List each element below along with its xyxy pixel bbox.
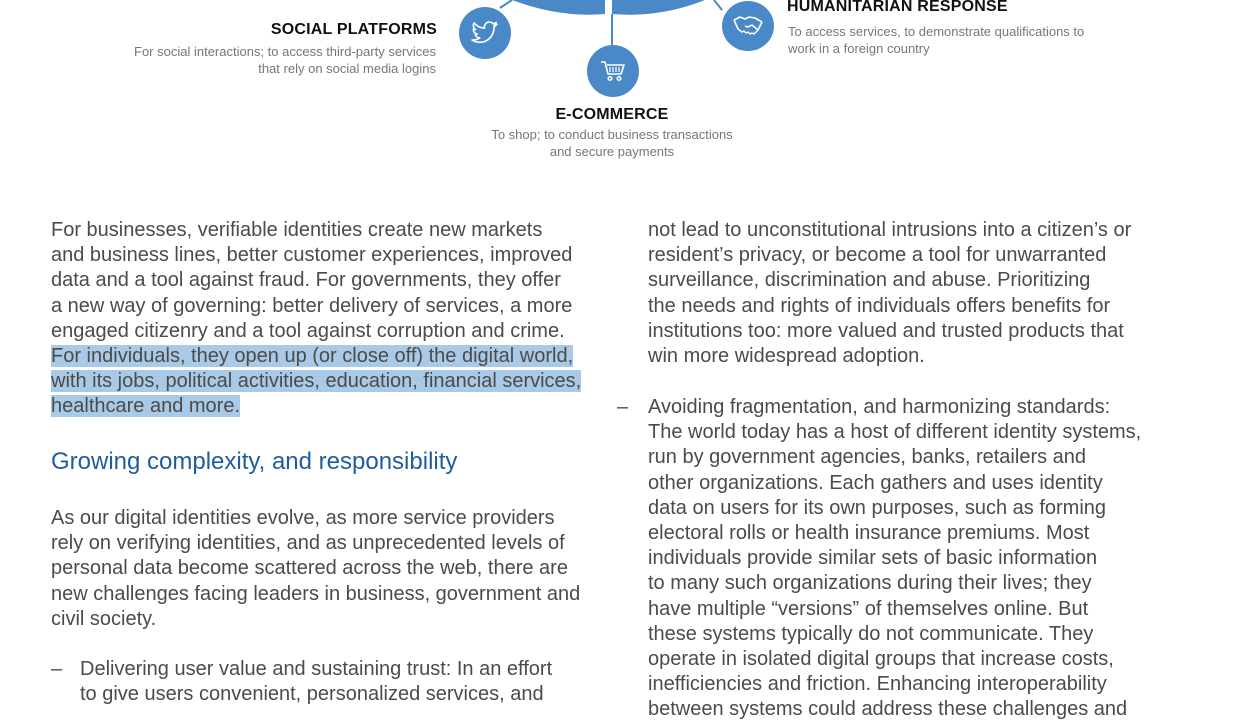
text-line: As our digital identities evolve, as more service providers (51, 507, 555, 529)
text-line: operate in isolated digital groups that increase costs, (648, 648, 1114, 671)
text-line: resident’s privacy, or become a tool for unwarranted (648, 244, 1107, 267)
ecommerce-title: E-COMMERCE (555, 106, 669, 123)
twitter-bird-icon (471, 21, 499, 45)
handshake-icon (732, 14, 764, 38)
section-heading: Growing complexity, and responsibility (51, 448, 458, 475)
text-line: and business lines, better customer experiences, improved (51, 244, 573, 267)
highlight: For individuals, they open up (or close off) the digital world, (51, 345, 574, 368)
desc-line: that rely on social media logins (258, 61, 436, 76)
humanitarian-node (722, 1, 774, 51)
text-line: a new way of governing: better delivery of services, a more (51, 294, 573, 317)
paragraph-intro (51, 218, 611, 420)
text-line: to give users convenient, personalized services, and (80, 683, 544, 706)
bullet-dash: – (617, 396, 629, 418)
text-line: data on users for its own purposes, such as forming (648, 496, 1107, 519)
highlight: healthcare and more. (51, 395, 241, 418)
text-line: to many such organizations during their lives; they (648, 572, 1092, 595)
humanitarian-title: HUMANITARIAN RESPONSE (787, 0, 1008, 15)
shopping-cart-icon (599, 59, 627, 83)
text-line: inefficiencies and friction. Enhancing interoperability (648, 673, 1107, 696)
text-line: civil society. (51, 607, 157, 630)
text-line: have multiple “versions” of themselves online. But (648, 597, 1089, 620)
text-line: the needs and rights of individuals offers benefits for (648, 294, 1111, 317)
social-platforms-node (459, 7, 511, 59)
text-line: institutions too: more valued and trusted products that (648, 319, 1124, 342)
text-line: surveillance, discrimination and abuse. Prioritizing (648, 269, 1091, 292)
text-line: engaged citizenry and a tool against corruption and crime. (51, 319, 565, 342)
text-line: Avoiding fragmentation, and harmonizing standards: (648, 396, 1111, 418)
text-line: run by government agencies, banks, retailers and (648, 446, 1087, 469)
social-platforms-desc (134, 43, 436, 77)
text-line: The world today has a host of different identity systems, (648, 421, 1142, 444)
desc-line: and secure payments (549, 144, 675, 159)
paragraph-complexity (51, 506, 611, 632)
paragraph-privacy (648, 218, 1208, 369)
text-line: individuals provide similar sets of basic information (648, 547, 1098, 570)
text-line: new challenges facing leaders in business, government and (51, 582, 581, 605)
highlighted-text-line[interactable] (51, 369, 611, 394)
highlight: with its jobs, political activities, education, financial services, (51, 370, 582, 393)
text-line: Delivering user value and sustaining trust: In an effort (80, 658, 553, 680)
desc-line: For social interactions; to access third-party services (134, 44, 436, 59)
text-line: between systems could address these challenges and (648, 698, 1128, 721)
text-line: other organizations. Each gathers and uses identity (648, 471, 1103, 494)
text-line: rely on verifying identities, and as unprecedented levels of (51, 532, 565, 555)
highlighted-text-line[interactable] (51, 394, 611, 419)
text-line: win more widespread adoption. (648, 345, 925, 368)
text-line: not lead to unconstitutional intrusions into a citizen’s or (648, 219, 1132, 241)
desc-line: To shop; to conduct business transactions (491, 127, 733, 142)
bullet-user-value (80, 657, 610, 707)
bullet-fragmentation (648, 395, 1228, 723)
ecommerce-desc (400, 126, 824, 160)
text-line: personal data become scattered across the web, there are (51, 557, 568, 580)
diagram (0, 0, 1246, 170)
highlighted-text-line[interactable] (51, 344, 611, 369)
humanitarian-desc (788, 23, 1084, 57)
text-line: For businesses, verifiable identities create new markets (51, 219, 543, 241)
ecommerce-node (587, 45, 639, 97)
text-line: electoral rolls or health insurance premiums. Most (648, 522, 1090, 545)
left-column (51, 218, 611, 420)
bullet-dash: – (51, 658, 63, 680)
social-platforms-title: SOCIAL PLATFORMS (270, 21, 437, 38)
desc-line: work in a foreign country (788, 41, 930, 56)
text-line: these systems typically do not communicate. They (648, 622, 1094, 645)
desc-line: To access services, to demonstrate qualifications to (788, 24, 1085, 39)
text-line: data and a tool against fraud. For governments, they offer (51, 269, 561, 292)
